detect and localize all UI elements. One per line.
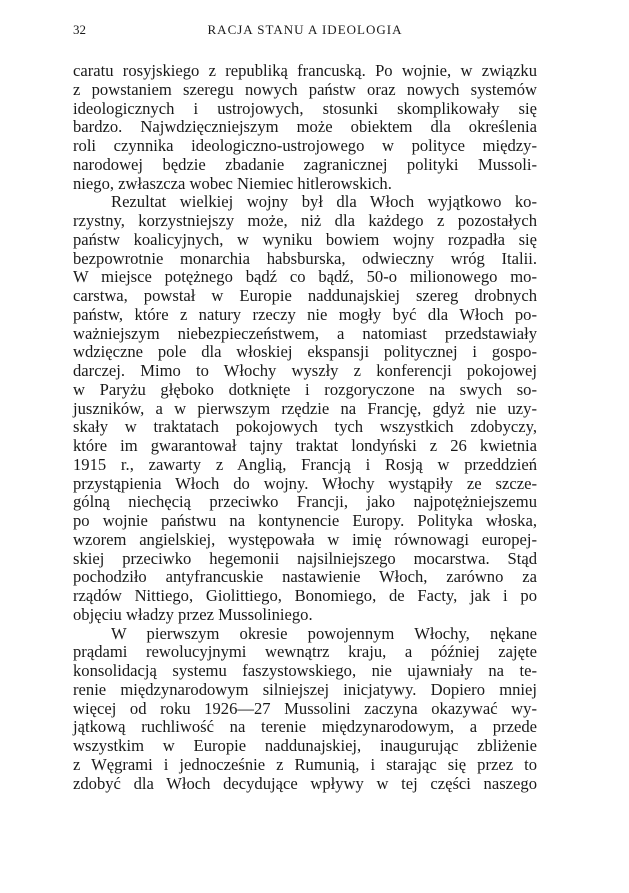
text-line: bardzo. Najwdzięczniejszym może obiektem dla określenia	[73, 117, 537, 137]
text-line: W pierwszym okresie powojennym Włochy, nękane	[111, 623, 537, 643]
text-line: jątkową ruchliwość na terenie międzynarodowym, a przede	[73, 717, 537, 737]
text-line: więcej od roku 1926—27 Mussolini zaczyna okazywać wy-	[73, 698, 537, 718]
text-line: z Węgrami i jednocześnie z Rumunią, i starając się przez to	[73, 754, 537, 774]
text-line: caratu rosyjskiego z republiką francuską. Po wojnie, w związku	[73, 61, 537, 80]
page-body-text	[73, 62, 537, 793]
text-line: państw, które z natury rzeczy nie mogły być dla Włoch po-	[73, 304, 537, 324]
text-line: narodowej będzie zbadanie zagranicznej polityki Mussoli-	[73, 154, 537, 174]
text-line: 1915 r., zawarty z Anglią, Francją i Rosją w przeddzień	[73, 454, 537, 474]
text-line: zdobyć dla Włoch decydujące wpływy w tej części naszego	[73, 773, 537, 793]
text-line: wszystkim w Europie naddunajskiej, inaugurując zbliżenie	[73, 736, 537, 755]
text-line: rzystny, korzystniejszy może, niż dla każdego z pozostałych	[73, 211, 537, 230]
text-line: ideologicznych i ustrojowych, stosunki skomplikowały się	[73, 98, 537, 118]
text-line: które im gwarantował tajny traktat londyński z 26 kwietnia	[73, 436, 537, 455]
text-line: carstwa, powstał w Europie naddunajskiej szereg drobnych	[73, 286, 537, 305]
text-line: ważniejszym niebezpieczeństwem, a natomiast przedstawiały	[73, 323, 537, 343]
text-line: po wojnie państwu na kontynencie Europy. Polityka włoska,	[73, 511, 537, 530]
text-line: Rezultat wielkiej wojny był dla Włoch wyjątkowo ko-	[111, 192, 537, 212]
text-line: przystąpienia Włoch do wojny. Włochy wystąpiły ze szcze-	[73, 473, 537, 493]
text-line: prądami rewolucyjnymi wewnątrz kraju, a później zajęte	[73, 642, 537, 662]
text-line: bezpowrotnie monarchia habsburska, odwieczny wróg Italii.	[73, 248, 537, 268]
text-line: niego, zwłaszcza wobec Niemiec hitlerowskich.	[73, 173, 392, 193]
running-title: RACJA STANU A IDEOLOGIA	[207, 22, 403, 37]
page-number: 32	[73, 22, 86, 37]
text-line: konsolidacją systemu faszystowskiego, nie ujawniały na te-	[73, 661, 537, 680]
text-line: gólną niechęcią przeciwko Francji, jako najpotężniejszemu	[73, 492, 537, 512]
text-line: państw koalicyjnych, w wyniku bowiem wojny rozpadła się	[73, 229, 537, 249]
text-line: wzorem angielskiej, występowała w imię równowagi europej-	[73, 529, 537, 549]
text-line: skiej przeciwko hegemonii najsilniejszego mocarstwa. Stąd	[73, 548, 537, 568]
running-header	[73, 20, 537, 40]
text-line: wdzięczne pole dla włoskiej ekspansji politycznej i gospo-	[73, 342, 537, 362]
text-line: roli czynnika ideologiczno-ustrojowego w polityce między-	[73, 136, 537, 155]
text-line: pochodziło antyfrancuskie nastawienie Włoch, zarówno za	[73, 567, 537, 587]
text-line: objęciu władzy przez Mussoliniego.	[73, 604, 313, 624]
text-line: darczej. Mimo to Włochy wyszły z konferencji pokojowej	[73, 361, 537, 380]
text-line: juszników, a w pierwszym rzędzie na Francję, gdyż nie uzy-	[73, 398, 537, 418]
text-line: rządów Nittiego, Giolittiego, Bonomiego, de Facty, jak i po	[73, 586, 537, 605]
text-line: z powstaniem szeregu nowych państw oraz nowych systemów	[73, 79, 537, 99]
text-line: renie międzynarodowym silniejszej inicjatywy. Dopiero mniej	[73, 679, 537, 699]
text-line: skały w traktatach pokojowych tych wszystkich zdobyczy,	[73, 417, 537, 437]
text-line: w Paryżu głęboko dotknięte i rozgoryczone na swych so-	[73, 379, 537, 399]
text-line: W miejsce potężnego bądź co bądź, 50-o milionowego mo-	[73, 267, 537, 287]
